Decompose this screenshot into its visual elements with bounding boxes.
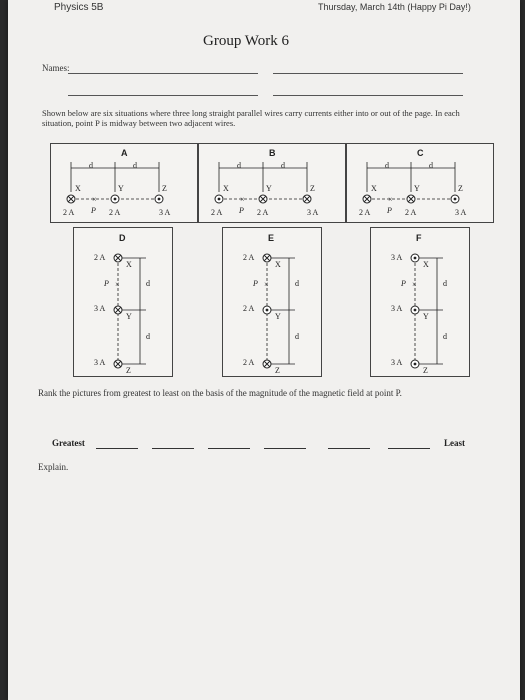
name-line-4[interactable]	[273, 95, 463, 96]
panel-f-label: F	[416, 233, 422, 243]
panel-d-diagram	[74, 228, 172, 376]
panel-a-y: Y	[118, 184, 124, 193]
panel-b-i2: 2 A	[257, 208, 269, 217]
svg-text:×: ×	[388, 195, 393, 204]
worksheet-page	[8, 0, 520, 700]
panel-d-d2: d	[146, 332, 150, 341]
panel-b-label: B	[269, 148, 276, 158]
panel-e-z: Z	[275, 366, 280, 375]
panel-f-i2: 3 A	[391, 304, 403, 313]
svg-text:×: ×	[264, 280, 269, 289]
name-line-3[interactable]	[68, 95, 258, 96]
panel-e-d2: d	[295, 332, 299, 341]
least-label: Least	[444, 438, 465, 448]
panel-e-label: E	[268, 233, 275, 243]
panel-e-p: P	[253, 279, 258, 288]
rank-blank-4[interactable]	[264, 448, 306, 449]
explain-label: Explain.	[38, 462, 69, 472]
panel-b-i1: 2 A	[211, 208, 223, 217]
panel-e-d1: d	[295, 279, 299, 288]
svg-text:×: ×	[412, 280, 417, 289]
panel-d-label: D	[119, 233, 126, 243]
greatest-label: Greatest	[52, 438, 85, 448]
panel-f	[370, 227, 470, 377]
rank-blank-3[interactable]	[208, 448, 250, 449]
course-header: Physics 5B	[54, 2, 104, 13]
panel-c-d1: d	[385, 161, 389, 170]
panel-e-y: Y	[275, 312, 281, 321]
panel-a-d2: d	[133, 161, 137, 170]
rank-blank-2[interactable]	[152, 448, 194, 449]
panel-e-i3: 2 A	[243, 358, 255, 367]
panel-b-i3: 3 A	[307, 208, 319, 217]
name-line-2[interactable]	[273, 73, 463, 74]
panel-c-p: P	[387, 206, 392, 215]
panel-e-x: X	[275, 260, 281, 269]
rank-prompt: Rank the pictures from greatest to least on the basis of the magnitude of the magnetic field at point P.	[38, 388, 402, 398]
panel-a-p: P	[91, 206, 96, 215]
panel-b-d1: d	[237, 161, 241, 170]
panel-f-z: Z	[423, 366, 428, 375]
panel-d-p: P	[104, 279, 109, 288]
svg-text:×: ×	[115, 280, 120, 289]
panel-f-i3: 3 A	[391, 358, 403, 367]
panel-a-i2: 2 A	[109, 208, 121, 217]
panel-c-x: X	[371, 184, 377, 193]
svg-text:×: ×	[92, 195, 97, 204]
panel-e	[222, 227, 322, 377]
panel-d-i3: 3 A	[94, 358, 106, 367]
panel-d	[73, 227, 173, 377]
rank-blank-5[interactable]	[328, 448, 370, 449]
panel-f-d1: d	[443, 279, 447, 288]
panel-c-i2: 2 A	[405, 208, 417, 217]
panel-d-d1: d	[146, 279, 150, 288]
panel-c-i3: 3 A	[455, 208, 467, 217]
panel-f-x: X	[423, 260, 429, 269]
rank-blank-1[interactable]	[96, 448, 138, 449]
panel-b	[198, 143, 346, 223]
instructions-text: Shown below are six situations where three long straight parallel wires carry currents either into or out of the page. In each situation, point P is midway between two adjacent wires.	[42, 108, 460, 128]
panel-a-x: X	[75, 184, 81, 193]
panel-f-p: P	[401, 279, 406, 288]
panel-f-diagram	[371, 228, 469, 376]
panel-b-p: P	[239, 206, 244, 215]
panel-c-y: Y	[414, 184, 420, 193]
panel-a-d1: d	[89, 161, 93, 170]
panel-e-i1: 2 A	[243, 253, 255, 262]
panel-a-z: Z	[162, 184, 167, 193]
panel-c-i1: 2 A	[359, 208, 371, 217]
panel-d-y: Y	[126, 312, 132, 321]
panel-b-z: Z	[310, 184, 315, 193]
panel-c-z: Z	[458, 184, 463, 193]
names-label: Names:	[42, 63, 70, 73]
panel-c	[346, 143, 494, 223]
panel-d-x: X	[126, 260, 132, 269]
panel-b-d2: d	[281, 161, 285, 170]
panel-a-label: A	[121, 148, 128, 158]
panel-e-i2: 2 A	[243, 304, 255, 313]
svg-text:×: ×	[240, 195, 245, 204]
panel-a-i1: 2 A	[63, 208, 75, 217]
panel-a	[50, 143, 198, 223]
panel-f-i1: 3 A	[391, 253, 403, 262]
page-title: Group Work 6	[203, 33, 290, 49]
rank-blank-6[interactable]	[388, 448, 430, 449]
panel-c-d2: d	[429, 161, 433, 170]
panel-b-x: X	[223, 184, 229, 193]
panel-c-label: C	[417, 148, 424, 158]
name-line-1[interactable]	[68, 73, 258, 74]
panel-d-i1: 2 A	[94, 253, 106, 262]
panel-e-diagram	[223, 228, 321, 376]
panel-d-i2: 3 A	[94, 304, 106, 313]
panel-a-i3: 3 A	[159, 208, 171, 217]
panel-f-d2: d	[443, 332, 447, 341]
panel-d-z: Z	[126, 366, 131, 375]
date-header: Thursday, March 14th (Happy Pi Day!)	[318, 2, 471, 12]
panel-b-y: Y	[266, 184, 272, 193]
panel-f-y: Y	[423, 312, 429, 321]
